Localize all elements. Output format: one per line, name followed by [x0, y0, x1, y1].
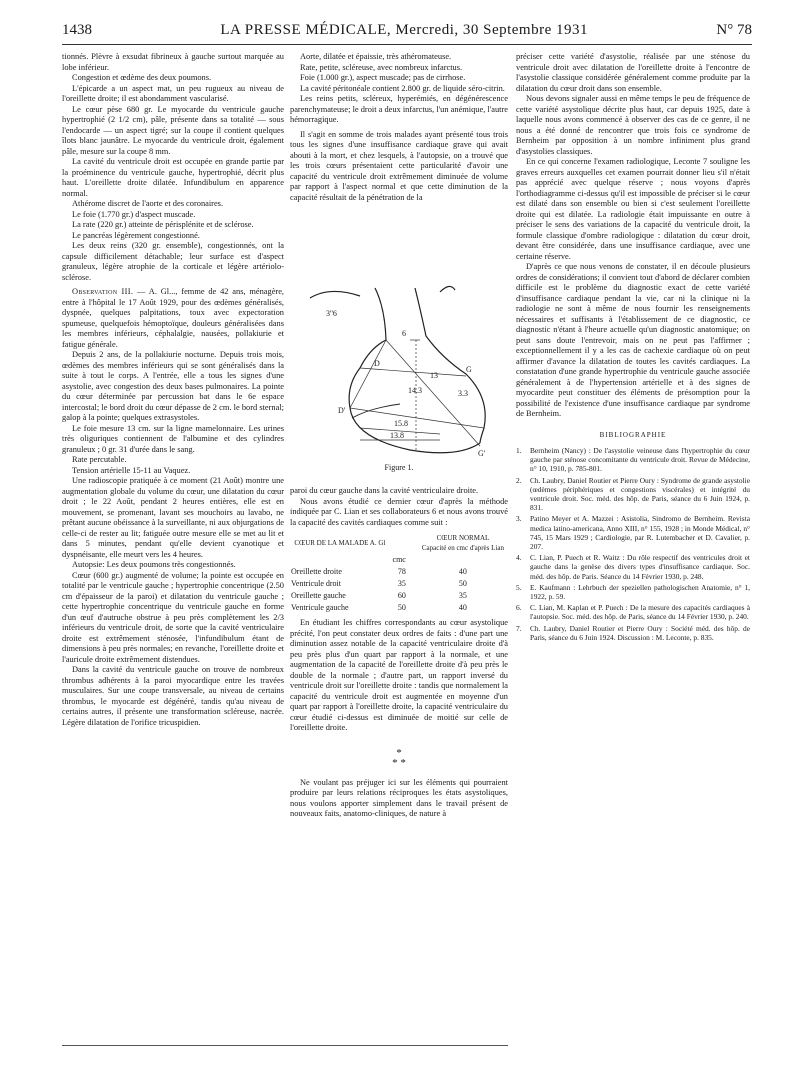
- label-3-3: 3.3: [458, 389, 468, 398]
- row-normal: 40: [458, 567, 467, 576]
- paragraph: Foie (1.000 gr.), aspect muscade; pas de cirrhose.: [300, 73, 466, 82]
- bib-number: 1.: [516, 446, 522, 455]
- section-separator-stars: * * *: [392, 746, 406, 769]
- bib-number: 4.: [516, 553, 522, 563]
- paragraph: Une radioscopie pratiquée à ce moment (21 Août) montre une augmentation globale du volume du cœur, une dilatation du cœur droit ; le 22 Août, pendant 2 heures entières, elle est en mouvement, se promenant, lavant ses mouchoirs au lavabo, ne prêtant aucune obéissance à la surveillante, ni aux objurgations de celle-ci de rester au lit; fatiguée outre mesure elle se met au lit et dans 5 minutes, pendant qu'elle devient cyanotique et dyspnéisante, elle meurt vers les 4 heures.: [62, 476, 284, 559]
- table-row: [290, 602, 508, 614]
- row-patient: 60: [397, 591, 406, 600]
- row-label: Ventricule gauche: [291, 603, 349, 612]
- label-14-3: 14.3: [408, 386, 422, 395]
- label-6: 6: [402, 329, 406, 338]
- paragraph: Dans la cavité du ventricule gauche on trouve de nombreux thrombus adhérents à la paroi myocardique entre les travées musculaires. Sur une coupe transversale, au niveau de certains thrombus, le myocarde est dégénéré, tandis qu'au niveau de certains autres, il présente une transformation scléreuse, nacrée. Légère dilatation de l'orifice tricuspidien.: [62, 665, 284, 727]
- paragraph: paroi du cœur gauche dans la cavité ventriculaire droite.: [290, 486, 479, 495]
- row-label: Ventricule droit: [291, 579, 341, 588]
- observation-text: — A. Gl..., femme de 42 ans, ménagère, entre à l'hôpital le 17 Août 1929, pour des œdèmes généralisés, dyspnée, quelques palpitations, toux avec expectoration spumeuse, quelquefois hémoptoïque, douleurs généralisées dans les membres inférieurs, céphalalgie, nausées, pollakiurie et fatigue générale.: [62, 287, 285, 349]
- row-patient: 50: [397, 603, 406, 612]
- table-head-left: CŒUR DE LA MALADE A. Gl: [294, 539, 386, 547]
- bib-number: 2.: [516, 475, 522, 485]
- label-D: D: [374, 359, 380, 368]
- row-normal: 35: [458, 591, 467, 600]
- bib-text: C. Lian, P. Puech et R. Waitz : Du rôle respectif des ventricules droit et gauche dans la genèse des divers types d'insuffisance cardiaque. Soc. méd. des hôp. de Paris. Séance du 14 Février 1930, p. 248.: [530, 553, 750, 581]
- bib-item: [516, 624, 750, 642]
- column-3: [516, 52, 750, 644]
- bib-item: [516, 514, 750, 551]
- paragraph: Rate percutable.: [72, 455, 127, 464]
- paragraph: Nous devons signaler aussi en même temps le peu de fréquence de cette variété asystolique décrite plus haut, car depuis 1925, date à laquelle nous avons commencé à observer des cas de ce genre, il ne nous a été donné de rencontrer que trois fois ce syndrome de Bernheim par opposition à un nombre infiniment plus grand d'asystolies classiques.: [516, 94, 750, 156]
- paragraph: Cœur (600 gr.) augmenté de volume; la pointe est occupée en totalité par le ventricule gauche ; hypertrophie concentrique (2.50 cm d'épaisseur de la paroi) et dilatation du ventricule gauche ; cette hypertrophie concentrique du ventricule gauche en forme d'un œuf d'autruche obstrue à peu près complètement les 2/3 inférieurs du ventricule droit, de sorte que la cavité ventriculaire droite est extrêmement sténosée, l'infundibulum étant de dimensions à peu près normales; en revanche, l'oreillette droite et l'auricule droite extrêmement distendues.: [62, 570, 284, 664]
- paragraph: Ne voulant pas préjuger ici sur les éléments qui pourraient produire par leurs relations réciproques les états asystoliques, nous voulons apporter simplement dans le travail présent de nouveaux faits, anatomo-cliniques, de nature à: [290, 777, 508, 818]
- bib-text: Bernheim (Nancy) : De l'asystolie veineuse dans l'hypertrophie du cœur gauche par sténose concomitante du ventricule droit. Revue de Médecine, n° 10, 1910, p. 785-801.: [530, 446, 750, 474]
- column-2-top: [290, 52, 508, 203]
- column-2-bottom: [290, 486, 508, 820]
- paragraph: En ce qui concerne l'examen radiologique, Leconte 7 souligne les graves erreurs auxquelles cet examen pourrait donner lieu s'il n'était pas apprécié avec quelque réserve ; nous voyons d'après l'orthodiagramme ci-dessus qu'il est impossible de préciser si le cœur est dilaté dans son ensemble ou bien si c'est seulement l'oreillette droite qui est dilatée. La radiologie était impuissante en outre à préciser le sens des variations de la capacité du ventricule droit, la formule classique d'ombre radiologique : dilatation du cœur droit, devant être considérée, dans une insuffisance cardiaque, avec une certaine réserve.: [516, 157, 750, 261]
- table-unit: cmc: [392, 555, 406, 564]
- paragraph: D'après ce que nous venons de constater, il en découle plusieurs ordres de considérations; il convient tout d'abord de déclarer combien difficile est le problème du diagnostic exact de cette variété d'insuffisance cardiaque pendant la vie, car ni la clinique ni la radiologie ne sont à même de nous fournir les renseignements nécessaires et suffisants à l'établissement de ce diagnostic, ce diagnostic n'étant à l'heure actuelle qu'un diagnostic anatomique; on peut sans doute l'entrevoir, mais on ne peut pas l'affirmer ; exceptionnellement il y a les cas de cachexie cardiaque où on peut affirmer d'avance la dilatation de toutes les cavités cardiaques. La constatation d'une grande hypertrophie du ventricule gauche associée généralement à de l'hypertension artérielle et à des signes de myocardite peut constituer des éléments de présomption pour la possibilité de l'existence d'une insuffisance cardiaque par syndrome de Bernheim.: [516, 262, 750, 418]
- page-header: [62, 22, 752, 44]
- heart-left-border: [415, 288, 485, 443]
- bibliography-title: BIBLIOGRAPHIE: [599, 430, 667, 439]
- table-row: [290, 578, 508, 590]
- row-label: Oreillette droite: [291, 567, 342, 576]
- paragraph: Tension artérielle 15-11 au Vaquez.: [72, 465, 191, 475]
- bib-number: 3.: [516, 514, 522, 524]
- paragraph: La cavité péritonéale contient 2.800 gr. de liquide séro-citrin.: [300, 83, 505, 93]
- page-number: 1438: [62, 22, 92, 38]
- clavicle-left: [310, 291, 360, 298]
- row-normal: 40: [458, 603, 467, 612]
- paragraph: Nous avons étudié ce dernier cœur d'après la méthode indiquée par C. Lian et ses collaborateurs 6 et nous avons trouvé la capacité des cavités cardiaques comme suit :: [290, 496, 508, 527]
- bibliography-list: [516, 446, 750, 642]
- paragraph: Le pancréas légèrement congestionné.: [72, 230, 200, 240]
- bib-item: [516, 583, 750, 601]
- paragraph: Athérome discret de l'aorte et des coronaires.: [72, 199, 224, 208]
- heart-right-border: [349, 288, 386, 408]
- paragraph: Autopsie: Les deux poumons très congestionnés.: [72, 560, 236, 569]
- bib-text: E. Kaufmann : Lehrbuch der speziellen pathologischen Anatomie, n° 1, 1922, p. 59.: [530, 582, 750, 602]
- bib-text: Ch. Laubry, Daniel Routier et Pierre Oury : Syndrome de grande asystolie (œdèmes périphériques et congestions viscérales) et intégrité du ventricule droit. Soc. méd. des hôp. de Paris, séance du 6 Juin 1924, p. 831.: [530, 475, 750, 513]
- issue-number: N° 78: [716, 22, 752, 38]
- figure-1: [290, 278, 508, 473]
- paragraph: tionnés. Plèvre à exsudat fibrineux à gauche surtout marquée au lobe inférieur.: [62, 52, 284, 72]
- label-G-prime: G': [478, 449, 486, 458]
- diaphragm-line: [352, 404, 400, 418]
- paragraph: Le foie (1.770 gr.) d'aspect muscade.: [72, 209, 196, 219]
- bib-text: Ch. Laubry, Daniel Routier et Pierre Oury : Société méd. des hôp. de Paris, séance du 6 Juin 1924. Discussion : M. Leconte, p. 835.: [530, 623, 750, 642]
- paragraph: La rate (220 gr.) atteinte de périsplénite et de sclérose.: [72, 220, 254, 229]
- row-patient: 78: [397, 567, 406, 576]
- paragraph: Les reins petits, scléreux, hyperémiés, en dégénérescence parenchymateuse; le droit a deux infarctus, l'un anémique, l'autre hémorragique.: [290, 94, 508, 124]
- capacity-table: [290, 532, 508, 614]
- paragraph: Le foie mesure 13 cm. sur la ligne mamelonnaire. Les urines très oliguriques contiennent de l'albumine et des cylindres granuleux ; 0 gr. 31 d'urée dans le sang.: [62, 423, 284, 454]
- label-13-8: 13.8: [390, 431, 404, 440]
- row-normal: 50: [458, 579, 467, 588]
- heart-lower-border: [350, 408, 480, 453]
- bib-number: 5.: [516, 582, 522, 592]
- table-head-right: [418, 532, 508, 554]
- label-3-6: 3''6: [326, 309, 337, 318]
- paragraph: En étudiant les chiffres correspondants au cœur asystolique précité, l'on peut constater deux ordres de faits : d'une part une diminution assez notable de la capacité ventriculaire droite d'à peu près plus d'un quart par rapport à la normale, et une augmentation de la capacité de l'oreillette droite d'à peu près le double de la normale ; d'autre part, un rapport inversé du ventricule droit sur l'oreillette droite : tandis que normalement la capacité du ventricule droit est augmentée en moyenne d'un quart par rapport à l'oreillette droite, la capacité ventriculaire du cœur étudié ci-dessus est diminuée de moitié sur celle de l'oreillette droite.: [290, 618, 508, 732]
- row-label: Oreillette gauche: [291, 591, 346, 600]
- paragraph: préciser cette variété d'asystolie, réalisée par une sténose du ventricule droit avec dilatation de l'oreillette droite à l'encontre de l'asystolie classique considérée généralement comme produite par la dilatation du cœur droit dans son ensemble.: [516, 52, 750, 93]
- paragraph: La cavité du ventricule droit est occupée en grande partie par la proéminence du ventricule gauche, hypertrophié, décrit plus haut. L'oreillette droite dilatée. Infundibulum en apparence normal.: [62, 157, 284, 198]
- paragraph: Le cœur pèse 680 gr. Le myocarde du ventricule gauche hypertrophié (2 1/2 cm), pâle, présente dans sa totalité — sous l'endocarde — un aspect tigré; sur la coupe il contient quelques îlots blanc jaunâtre. Le myocarde du ventricule droit, également pâle, mesure sur la coupe 8 mm.: [62, 104, 284, 156]
- table-head-right-title: CŒUR NORMAL: [436, 534, 490, 542]
- bib-text: Patino Meyer et A. Mazzei : Asistolia, Sindromo de Bernheim. Revista medica latino-americana, Anno XIII, n° 155, 1928 ; in Monde Médical, n° 745, 15 Mars 1929 ; Cardiologie, par R. Lutembacher et D. Cavalier, p. 207.: [530, 514, 750, 552]
- label-D-prime: D': [338, 406, 346, 415]
- row-patient: 35: [397, 579, 406, 588]
- bib-text: C. Lian, M. Kaplan et P. Puech : De la mesure des capacités cardiaques à l'autopsie. Soc. méd. des hôp. de Paris, séance du 14 Février 1930, p. 240.: [530, 603, 750, 622]
- column-1: [62, 52, 284, 728]
- bib-number: 7.: [516, 623, 522, 633]
- paragraph: Les deux reins (320 gr. ensemble), congestionnés, ont la capsule difficilement détachable; leur surface est d'aspect granuleux, légère atrophie de la corticale et légère artériolo-sclérose.: [62, 241, 284, 282]
- table-head-right-sub: Capacité en cmc d'après Lian: [421, 544, 504, 552]
- label-G: G: [466, 365, 472, 374]
- bib-item: [516, 446, 750, 474]
- bib-item: [516, 476, 750, 513]
- table-row: [290, 590, 508, 602]
- paragraph: Congestion et œdème des deux poumons.: [72, 73, 212, 82]
- label-15-8: 15.8: [394, 419, 408, 428]
- bib-item: [516, 603, 750, 621]
- bib-item: [516, 553, 750, 581]
- bottom-rule: [62, 1045, 508, 1046]
- paragraph: Aorte, dilatée et épaissie, très athéromateuse.: [300, 52, 452, 61]
- observation-label: Observation III.: [72, 287, 134, 296]
- header-rule: [62, 44, 752, 45]
- table-row: [290, 566, 508, 578]
- paragraph: L'épicarde a un aspect mat, un peu rugueux au niveau de l'oreillette droite; il est abondamment vascularisé.: [62, 83, 284, 103]
- observation-paragraph: [62, 287, 284, 350]
- bib-number: 6.: [516, 603, 522, 613]
- paragraph: Depuis 2 ans, de la pollakiurie nocturne. Depuis trois mois, œdèmes des membres inférieurs qui se sont généralisés dans la suite à tout le corps. A l'entrée, elle a tous les signes d'une asystolie, avec congestion des deux bases pulmonaires. La pointe du cœur déterminée par percussion bat dans le 6e espace intercostal; le bord droit du cœur dépasse de 2 cm. le bord sternal; galop à la pointe; quelques extrasystoles.: [62, 350, 284, 422]
- label-13: 13: [430, 371, 438, 380]
- journal-title: LA PRESSE MÉDICALE, Mercredi, 30 Septembre 1931: [220, 22, 589, 38]
- heart-orthodiagram: [290, 278, 508, 468]
- paragraph: Il s'agit en somme de trois malades ayant présenté tous trois tous les signes d'une insuffisance cardiaque grave qui avait abouti à la mort, et chez lesquels, à l'autopsie, on a trouvé que les trois cœurs présentaient cette particularité d'avoir une capacité du ventricule droit extrêmement diminuée de volume par rapport à l'aspect normal et que cette diminution de la capacité résultait de la pénétration de la: [290, 129, 508, 202]
- figure-caption: Figure 1.: [384, 463, 414, 472]
- paragraph: Rate, petite, scléreuse, avec nombreux infarctus.: [300, 62, 463, 72]
- clavicle-right: [440, 286, 455, 292]
